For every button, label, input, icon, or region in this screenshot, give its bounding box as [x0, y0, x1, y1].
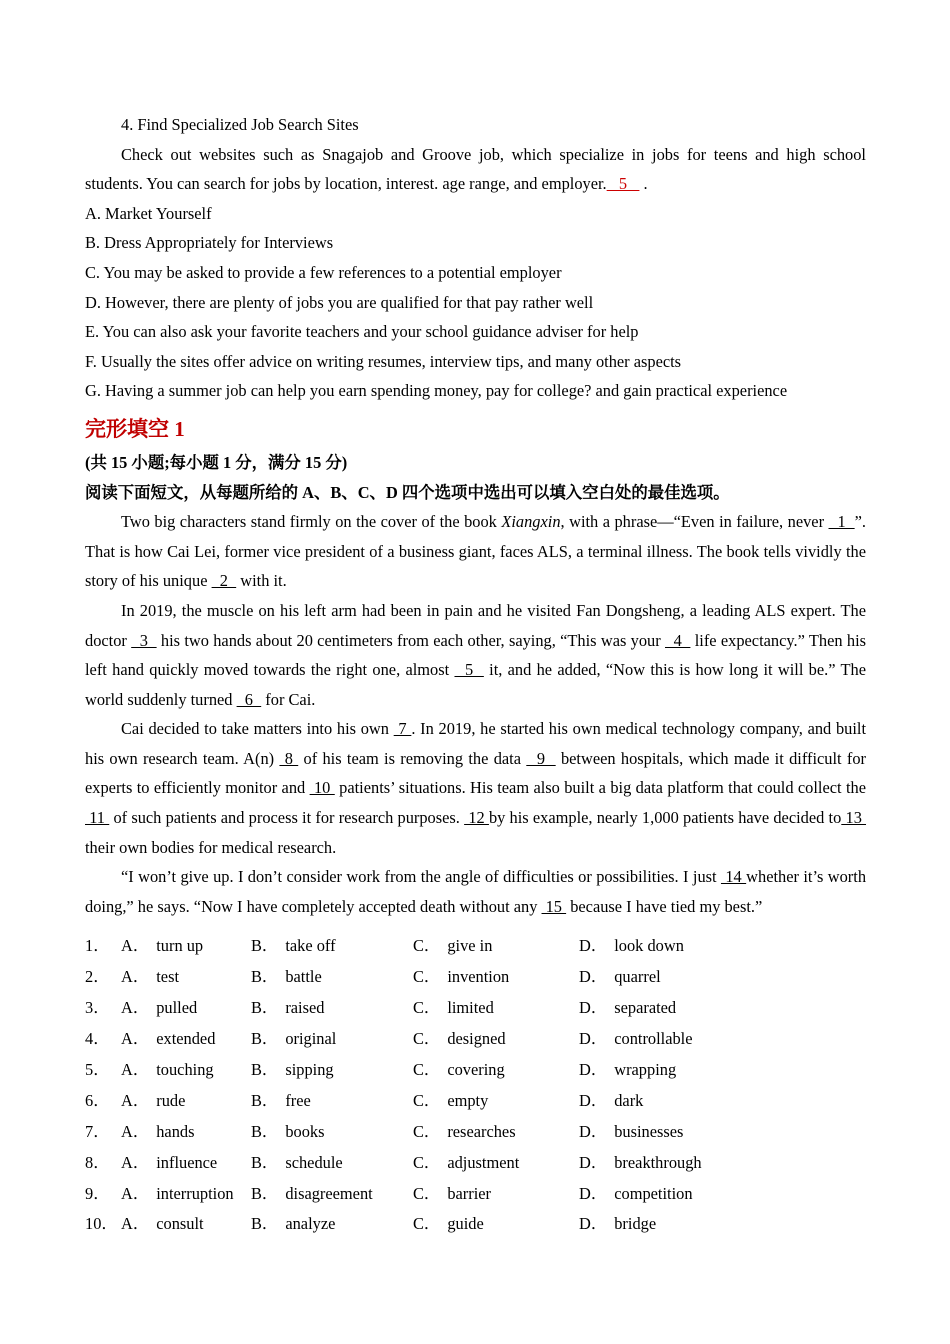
answer-blank[interactable]: 13: [841, 808, 867, 828]
answer-blank[interactable]: 10: [309, 778, 335, 798]
choice-letter-c: C．: [413, 1214, 441, 1234]
table-row: [85, 1086, 866, 1117]
choice-text-d: wrapping: [614, 1060, 677, 1079]
choice-letter-d: D．: [579, 1029, 608, 1049]
passage-text: . In 2019, he started his own medical technology company, and built his own research team. A(n): [85, 719, 867, 768]
table-row: [85, 1148, 866, 1179]
choice-text-d: separated: [614, 998, 677, 1018]
choice-letter-b: B．: [251, 936, 279, 956]
cloze-passage: [85, 507, 866, 921]
choice-option-d[interactable]: [579, 993, 676, 1024]
choice-letter-c: C．: [413, 1121, 441, 1141]
choice-option-c[interactable]: [413, 1086, 488, 1117]
passage-text: because I have tied my best.”: [566, 896, 763, 916]
table-row: [85, 1024, 866, 1055]
choice-option-c[interactable]: [413, 931, 492, 962]
choice-text-b: analyze: [285, 1214, 336, 1234]
passage-text: it, and he added, “Now this is how long it will be.” The world suddenly turned: [85, 660, 866, 709]
choice-text-b: original: [285, 1029, 337, 1049]
table-row: [85, 1209, 866, 1240]
reading-option-b[interactable]: B. Dress Appropriately for Interviews: [85, 233, 334, 253]
choice-text-d: breakthrough: [614, 1152, 702, 1172]
choice-number: 3．: [85, 998, 110, 1018]
choice-number: 5．: [85, 1060, 110, 1079]
passage-text: his two hands about 20 centimeters from each other, saying, “This was your: [156, 630, 665, 650]
cloze-paragraph-4: [85, 862, 866, 921]
choice-option-c[interactable]: [413, 1148, 519, 1179]
passage-text: , with a phrase—“Even in failure, never: [560, 512, 829, 532]
table-row: [85, 993, 866, 1024]
choice-letter-a: A．: [121, 1152, 150, 1172]
choice-option-c[interactable]: [413, 1055, 505, 1086]
table-row: [85, 1055, 866, 1086]
choice-number: 4．: [85, 1029, 110, 1049]
choice-letter-c: C．: [413, 1183, 441, 1203]
choice-option-b[interactable]: [251, 1024, 336, 1055]
reading-options-list: [85, 199, 866, 406]
passage-text: of such patients and process it for research purposes.: [109, 808, 465, 828]
choice-letter-b: B．: [251, 1121, 279, 1141]
choice-text-a: interruption: [156, 1183, 234, 1203]
passage-text: of his team is removing the data: [298, 748, 527, 768]
choice-text-a: turn up: [156, 936, 204, 956]
answer-blank[interactable]: 12: [464, 808, 489, 828]
choice-option-c[interactable]: [413, 1179, 491, 1210]
choice-letter-d: D．: [579, 998, 608, 1018]
choice-option-b[interactable]: [251, 1148, 343, 1179]
choice-letter-a: A．: [121, 998, 150, 1018]
choice-text-b: books: [285, 1121, 325, 1141]
choice-letter-d: D．: [579, 1183, 608, 1203]
choice-letter-a: A．: [121, 1029, 150, 1049]
choice-text-b: schedule: [285, 1152, 343, 1172]
choice-option-b[interactable]: [251, 962, 322, 993]
choice-letter-c: C．: [413, 967, 441, 987]
choice-text-a: pulled: [156, 998, 198, 1018]
choice-option-a[interactable]: [121, 962, 179, 993]
choice-text-d: competition: [614, 1183, 693, 1203]
choice-option-d[interactable]: [579, 1209, 656, 1240]
choice-text-b: free: [285, 1090, 311, 1110]
choice-text-c: invention: [447, 967, 510, 987]
choice-letter-b: B．: [251, 1060, 279, 1079]
choice-text-a: consult: [156, 1214, 204, 1234]
choice-option-b[interactable]: [251, 931, 336, 962]
choice-text-b: take off: [285, 936, 336, 956]
choice-letter-d: D．: [579, 967, 608, 987]
answer-blank[interactable]: 11: [85, 808, 110, 828]
table-row: [85, 931, 866, 962]
book-title-italic: Xiangxin: [501, 512, 561, 532]
passage-text: by his example, nearly 1,000 patients have decided to: [488, 808, 842, 828]
choice-letter-d: D．: [579, 1152, 608, 1172]
choice-text-b: raised: [285, 998, 325, 1018]
reading-option-c[interactable]: C. You may be asked to provide a few references to a potential employer: [85, 262, 562, 282]
choice-letter-b: B．: [251, 1152, 279, 1172]
choice-letter-a: A．: [121, 936, 150, 956]
cloze-instruction: 阅读下面短文，从每题所给的 A、B、C、D 四个选项中选出可以填入空白处的最佳选项。: [85, 482, 730, 502]
choice-option-d[interactable]: [579, 1055, 676, 1086]
choice-option-c[interactable]: [413, 962, 509, 993]
choice-option-a[interactable]: [121, 1024, 215, 1055]
choice-option-a[interactable]: [121, 1055, 214, 1086]
answer-blank[interactable]: 4: [665, 630, 691, 650]
choice-letter-a: A．: [121, 1121, 150, 1141]
reading-option-f[interactable]: F. Usually the sites offer advice on writing resumes, interview tips, and many other aspects: [85, 351, 682, 371]
choice-letter-c: C．: [413, 998, 441, 1018]
choice-option-b[interactable]: [251, 1117, 325, 1148]
choice-option-d[interactable]: [579, 1086, 643, 1117]
passage-text: life expectancy.” Then his left hand quickly moved towards the right one, almost: [85, 630, 867, 680]
choice-letter-c: C．: [413, 1152, 441, 1172]
answer-blank[interactable]: 5: [454, 660, 484, 680]
choice-letter-d: D．: [579, 1090, 608, 1110]
cloze-choices-grid: [85, 931, 866, 1240]
choice-letter-a: A．: [121, 967, 150, 987]
choice-letter-a: A．: [121, 1090, 150, 1110]
choice-letter-d: D．: [579, 1214, 608, 1234]
passage-text: for Cai.: [261, 689, 316, 709]
choice-letter-d: D．: [579, 1060, 608, 1079]
reading-paragraph-text: Check out websites such as Snagajob and Groove job, which specialize in jobs for teens and high school students. You can search for jobs by location, interest. age range, and employer.: [85, 144, 866, 194]
choice-letter-b: B．: [251, 1029, 279, 1049]
choice-number: 8．: [85, 1152, 110, 1172]
reading-paragraph-period: .: [643, 174, 648, 194]
reading-section-heading: 4. Find Specialized Job Search Sites: [121, 115, 359, 134]
choice-text-b: battle: [285, 967, 322, 987]
choice-text-d: dark: [614, 1090, 644, 1110]
choice-letter-b: B．: [251, 967, 279, 987]
choice-number: 1．: [85, 936, 110, 956]
table-row: [85, 962, 866, 993]
choice-option-d[interactable]: [579, 1148, 702, 1179]
passage-text: patients’ situations. His team also built a big data platform that could collect the: [334, 778, 866, 798]
choice-text-c: give in: [447, 936, 493, 956]
choice-letter-c: C．: [413, 1060, 441, 1079]
choice-option-b[interactable]: [251, 993, 324, 1024]
choice-text-c: barrier: [447, 1183, 492, 1203]
answer-blank[interactable]: 7: [393, 719, 412, 739]
choice-option-d[interactable]: [579, 1179, 693, 1210]
choice-text-a: rude: [156, 1090, 186, 1110]
reading-option-e[interactable]: E. You can also ask your favorite teachers and your school guidance adviser for help: [85, 322, 639, 342]
choice-text-d: look down: [614, 936, 684, 956]
answer-blank[interactable]: 2: [211, 571, 237, 591]
answer-blank[interactable]: 1: [828, 512, 855, 532]
choice-text-a: touching: [156, 1060, 214, 1079]
choice-letter-b: B．: [251, 1214, 279, 1234]
choice-letter-a: A．: [121, 1214, 150, 1234]
choice-text-a: extended: [156, 1029, 216, 1049]
choice-option-d[interactable]: [579, 962, 661, 993]
choice-option-d[interactable]: [579, 1117, 683, 1148]
choice-letter-c: C．: [413, 936, 441, 956]
choice-letter-c: C．: [413, 1090, 441, 1110]
choice-text-c: guide: [447, 1214, 484, 1234]
passage-text: Cai decided to take matters into his own: [121, 719, 394, 739]
passage-text: their own bodies for medical research.: [85, 837, 337, 857]
choice-option-a[interactable]: [121, 931, 203, 962]
choice-option-b[interactable]: [251, 1179, 373, 1210]
cloze-paragraph-1: [85, 507, 866, 596]
choice-option-d[interactable]: [579, 1024, 693, 1055]
answer-blank[interactable]: 14: [720, 867, 747, 887]
choice-number: 10．: [85, 1214, 118, 1234]
choice-text-c: covering: [447, 1060, 505, 1079]
answer-blank-5[interactable]: 5: [606, 174, 640, 194]
reading-option-d[interactable]: D. However, there are plenty of jobs you are qualified for that pay rather well: [85, 292, 594, 312]
answer-blank[interactable]: 6: [236, 689, 262, 709]
choice-text-b: sipping: [285, 1060, 334, 1079]
choice-letter-b: B．: [251, 998, 279, 1018]
passage-text: whether it’s worth doing,” he says. “Now I have completely accepted death without any: [85, 867, 867, 916]
choice-option-b[interactable]: [251, 1055, 334, 1086]
choice-text-d: bridge: [614, 1214, 657, 1234]
choice-text-d: quarrel: [614, 967, 661, 987]
reading-section-paragraph: [85, 140, 866, 199]
choice-option-a[interactable]: [121, 1117, 194, 1148]
cloze-score-line: (共 15 小题;每小题 1 分，满分 15 分): [85, 452, 348, 472]
cloze-paragraph-2: [85, 596, 866, 714]
choice-number: 6．: [85, 1090, 110, 1110]
choice-text-a: test: [156, 967, 179, 987]
choice-text-a: influence: [156, 1152, 218, 1172]
choice-text-d: businesses: [614, 1121, 684, 1141]
choice-text-c: adjustment: [447, 1152, 520, 1172]
choice-letter-a: A．: [121, 1183, 150, 1203]
choice-option-c[interactable]: [413, 1209, 484, 1240]
choice-option-a[interactable]: [121, 993, 197, 1024]
choice-letter-d: D．: [579, 936, 608, 956]
choice-letter-b: B．: [251, 1183, 279, 1203]
passage-text: “I won’t give up. I don’t consider work from the angle of difficulties or possibilities. I just: [121, 867, 721, 887]
choice-letter-d: D．: [579, 1121, 608, 1141]
choice-letter-a: A．: [121, 1060, 150, 1079]
answer-blank[interactable]: 3: [131, 630, 157, 650]
choice-letter-b: B．: [251, 1090, 279, 1110]
choice-option-c[interactable]: [413, 1117, 516, 1148]
answer-blank[interactable]: 9: [526, 748, 556, 768]
choice-option-a[interactable]: [121, 1086, 185, 1117]
choice-letter-c: C．: [413, 1029, 441, 1049]
passage-text: between hospitals, which made it difficult for experts to efficiently monitor and: [85, 748, 866, 798]
choice-text-b: disagreement: [285, 1183, 373, 1203]
choice-option-a[interactable]: [121, 1209, 204, 1240]
passage-text: Two big characters stand firmly on the cover of the book: [121, 512, 502, 532]
choice-number: 9．: [85, 1183, 110, 1203]
answer-blank[interactable]: 15: [541, 896, 567, 916]
answer-blank[interactable]: 8: [279, 748, 299, 768]
passage-text: with it.: [236, 571, 287, 591]
choice-option-a[interactable]: [121, 1179, 234, 1210]
cloze-paragraph-3: [85, 714, 866, 862]
choice-text-c: designed: [447, 1029, 506, 1049]
reading-option-g[interactable]: G. Having a summer job can help you earn spending money, pay for college? and gain practical experience: [85, 381, 788, 401]
choice-text-c: limited: [447, 998, 494, 1018]
reading-option-a[interactable]: A. Market Yourself: [85, 203, 212, 223]
choice-text-a: hands: [156, 1121, 195, 1141]
choice-option-c[interactable]: [413, 993, 494, 1024]
choice-option-b[interactable]: [251, 1086, 311, 1117]
choice-option-b[interactable]: [251, 1209, 335, 1240]
cloze-section-title: 完形填空 1: [85, 416, 185, 441]
choice-text-c: empty: [447, 1090, 489, 1110]
table-row: [85, 1179, 866, 1210]
table-row: [85, 1117, 866, 1148]
choice-text-c: researches: [447, 1121, 516, 1141]
passage-text: ”. That is how Cai Lei, former vice president of a business giant, faces ALS, a terminal illness. The book tells vividly the story of his unique: [85, 512, 866, 591]
passage-text: In 2019, the muscle on his left arm had been in pain and he visited Fan Dongsheng, a leading ALS expert. The doctor: [85, 600, 866, 650]
choice-number: 7．: [85, 1121, 110, 1141]
choice-number: 2．: [85, 967, 110, 987]
choice-option-d[interactable]: [579, 931, 684, 962]
choice-text-d: controllable: [614, 1029, 693, 1049]
choice-option-c[interactable]: [413, 1024, 506, 1055]
choice-option-a[interactable]: [121, 1148, 217, 1179]
